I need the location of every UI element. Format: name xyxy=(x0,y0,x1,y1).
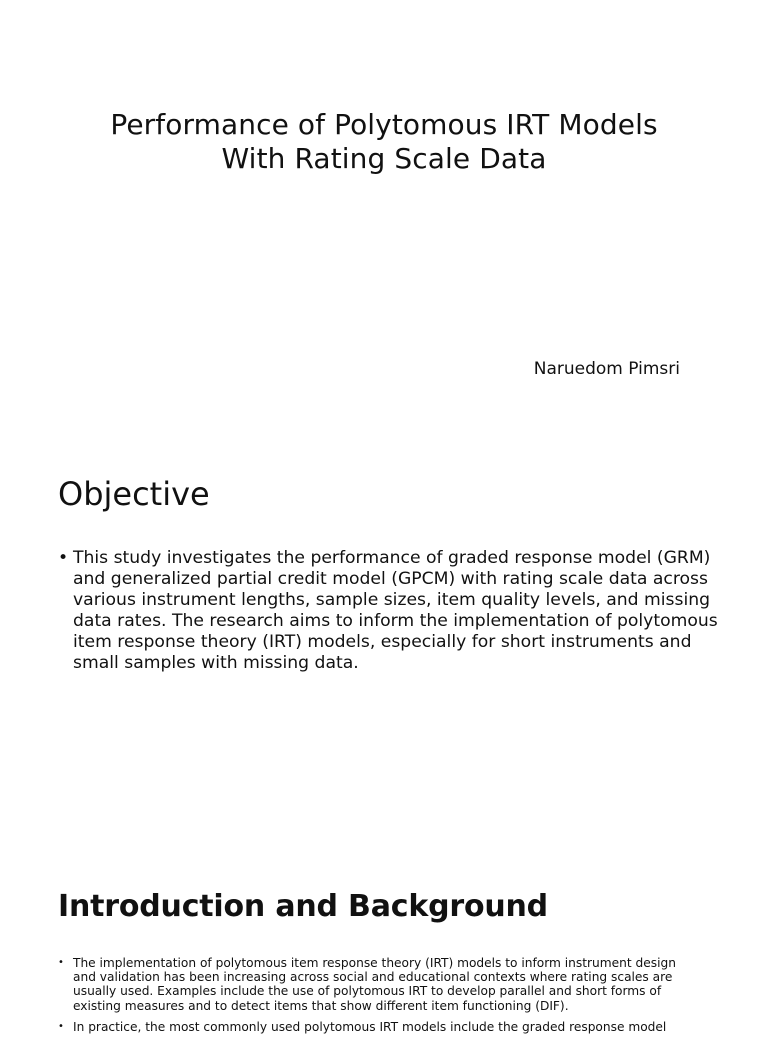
bullet-marker: • xyxy=(58,1020,64,1032)
title-slide xyxy=(0,0,768,430)
bullet-text: This study investigates the performance of graded response model (GRM) and generalized partial credit model (GPCM) with rating scale data across various instrument lengths, sample sizes, item quality levels, and missing data rates. The research aims to inform the implementation of polytomous item response theory (IRT) models, especially for short instruments and small samples with missing data. xyxy=(73,548,718,673)
introduction-bullet-list xyxy=(58,956,698,1041)
list-item xyxy=(58,956,698,1013)
bullet-text: The implementation of polytomous item response theory (IRT) models to inform instrument design and validation has been increasing across social and educational contexts where rating scales are usually used. Examples include the use of polytomous IRT to develop parallel and short forms of existing measures and to detect items that show different item functioning (DIF). xyxy=(73,956,676,1013)
introduction-heading: Introduction and Background xyxy=(58,889,548,924)
title-line-2: With Rating Scale Data xyxy=(221,142,547,175)
list-item xyxy=(58,1020,698,1034)
objective-heading: Objective xyxy=(58,475,210,513)
bullet-marker: • xyxy=(58,548,69,568)
bullet-text: In practice, the most commonly used polytomous IRT models include the graded response model xyxy=(73,1019,667,1034)
document-title xyxy=(40,108,728,176)
list-item xyxy=(58,548,718,673)
bullet-marker: • xyxy=(58,957,64,968)
objective-bullet-list xyxy=(58,548,718,673)
title-line-1: Performance of Polytomous IRT Models xyxy=(110,108,658,141)
author-name: Naruedom Pimsri xyxy=(533,359,680,379)
